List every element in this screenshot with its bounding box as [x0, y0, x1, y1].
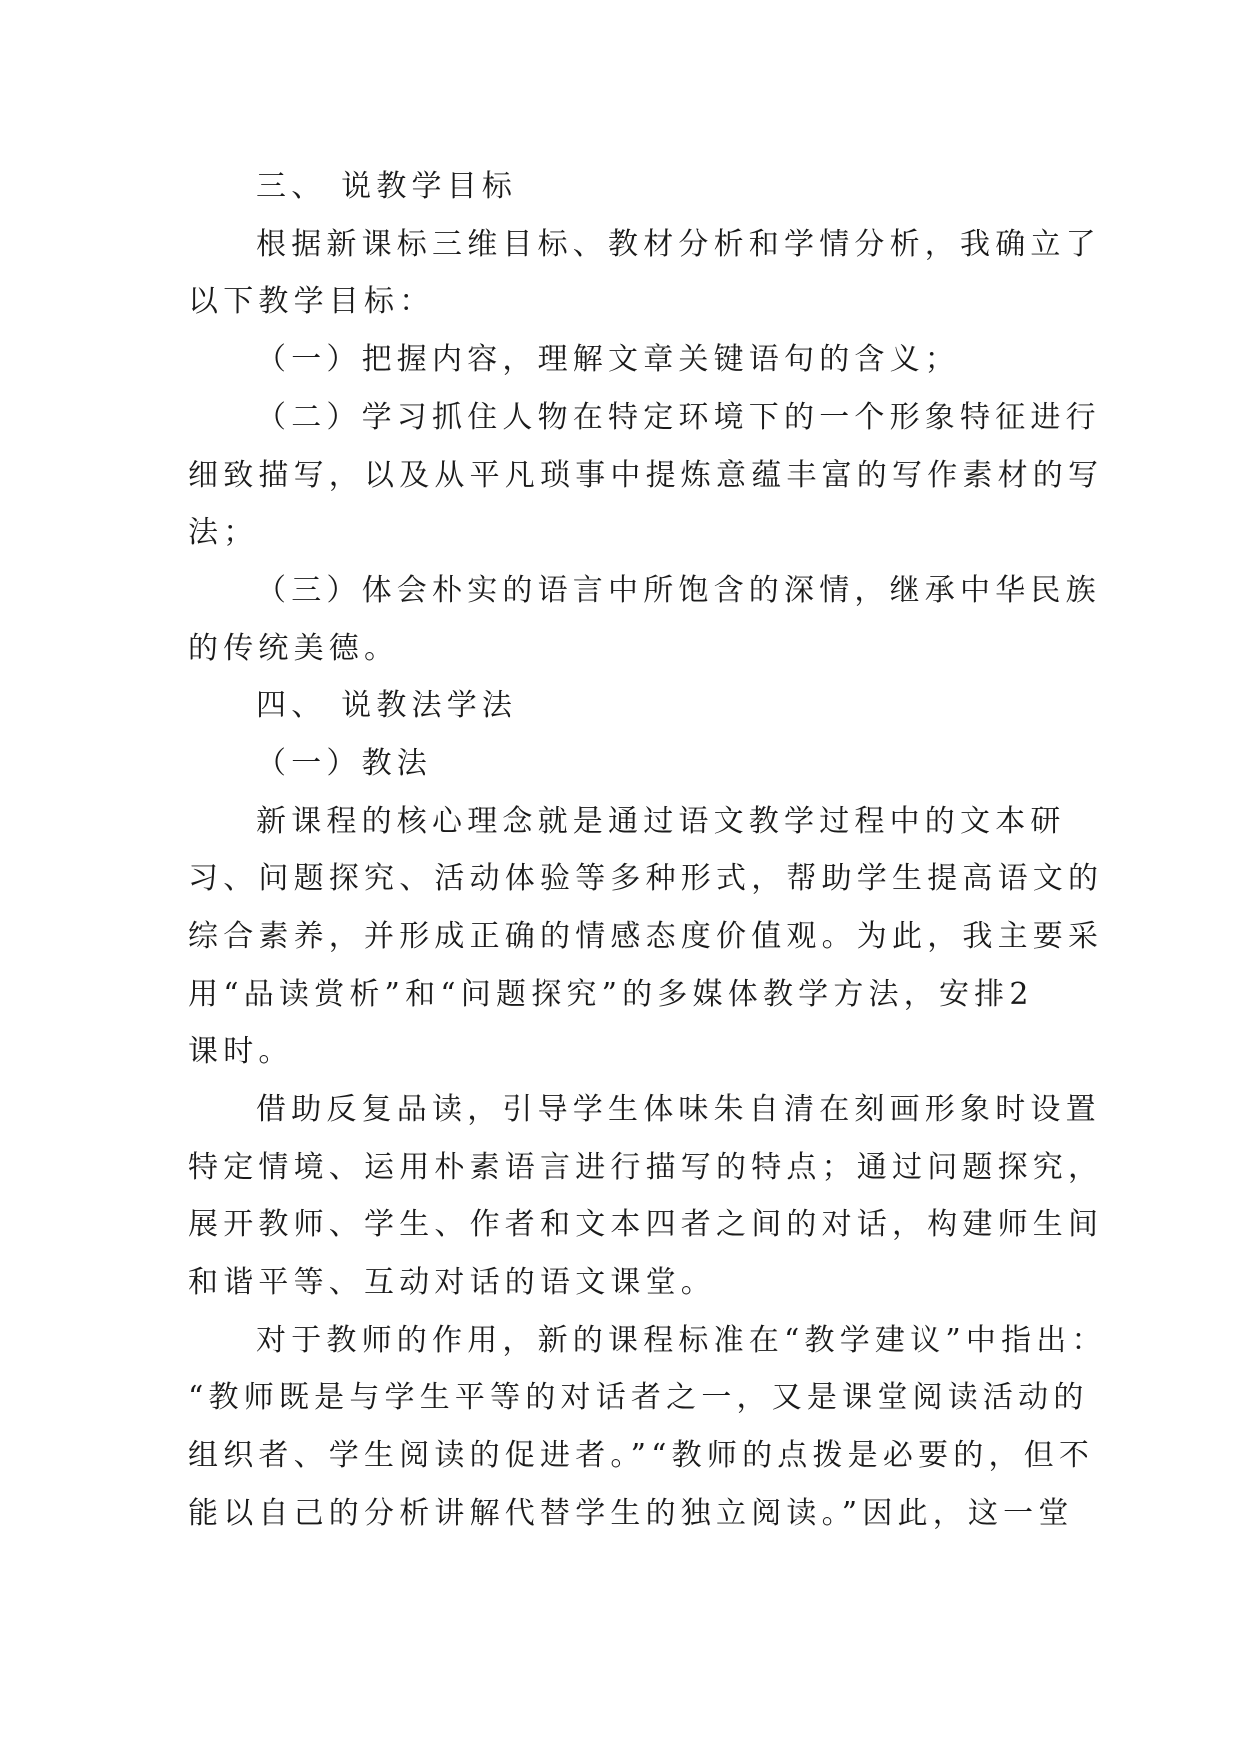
list-item-objective-2: （二）学习抓住人物在特定环境下的一个形象特征进行 [256, 400, 1101, 435]
paragraph-line: 能以自己的分析讲解代替学生的独立阅读。”因此，这一堂 [188, 1496, 1074, 1531]
paragraph-line: 组织者、学生阅读的促进者。”“教师的点拨是必要的，但不 [188, 1438, 1095, 1473]
paragraph-line: 根据新课标三维目标、教材分析和学情分析，我确立了 [256, 227, 1101, 262]
paragraph-line: 习、问题探究、活动体验等多种形式，帮助学生提高语文的 [188, 861, 1104, 896]
paragraph-line: 新课程的核心理念就是通过语文教学过程中的文本研 [256, 804, 1066, 839]
paragraph-line: 用“品读赏析”和“问题探究”的多媒体教学方法，安排2 [188, 977, 1034, 1012]
paragraph-line: 对于教师的作用，新的课程标准在“教学建议”中指出： [256, 1323, 1107, 1358]
paragraph-line: 展开教师、学生、作者和文本四者之间的对话，构建师生间 [188, 1207, 1104, 1242]
paragraph-line: 课时。 [188, 1034, 294, 1069]
subheading-teaching-method: （一）教法 [256, 746, 432, 781]
paragraph-line: 和谐平等、互动对话的语文课堂。 [188, 1265, 716, 1300]
heading-teaching-methods: 四、 说教法学法 [256, 688, 518, 723]
paragraph-line: 细致描写，以及从平凡琐事中提炼意蕴丰富的写作素材的写 [188, 458, 1104, 493]
paragraph-line: 以下教学目标： [188, 284, 435, 319]
list-item-objective-1: （一）把握内容，理解文章关键语句的含义； [256, 342, 960, 377]
paragraph-line: 法； [188, 515, 259, 550]
paragraph-line: 的传统美德。 [188, 631, 400, 666]
paragraph-line: 综合素养，并形成正确的情感态度价值观。为此，我主要采 [188, 919, 1104, 954]
paragraph-line: 特定情境、运用朴素语言进行描写的特点；通过问题探究， [188, 1150, 1104, 1185]
list-item-objective-3: （三）体会朴实的语言中所饱含的深情，继承中华民族 [256, 573, 1101, 608]
heading-teaching-objectives: 三、 说教学目标 [256, 169, 518, 204]
paragraph-line: 借助反复品读，引导学生体味朱自清在刻画形象时设置 [256, 1092, 1101, 1127]
paragraph-line: “教师既是与学生平等的对话者之一，又是课堂阅读活动的 [188, 1380, 1089, 1415]
